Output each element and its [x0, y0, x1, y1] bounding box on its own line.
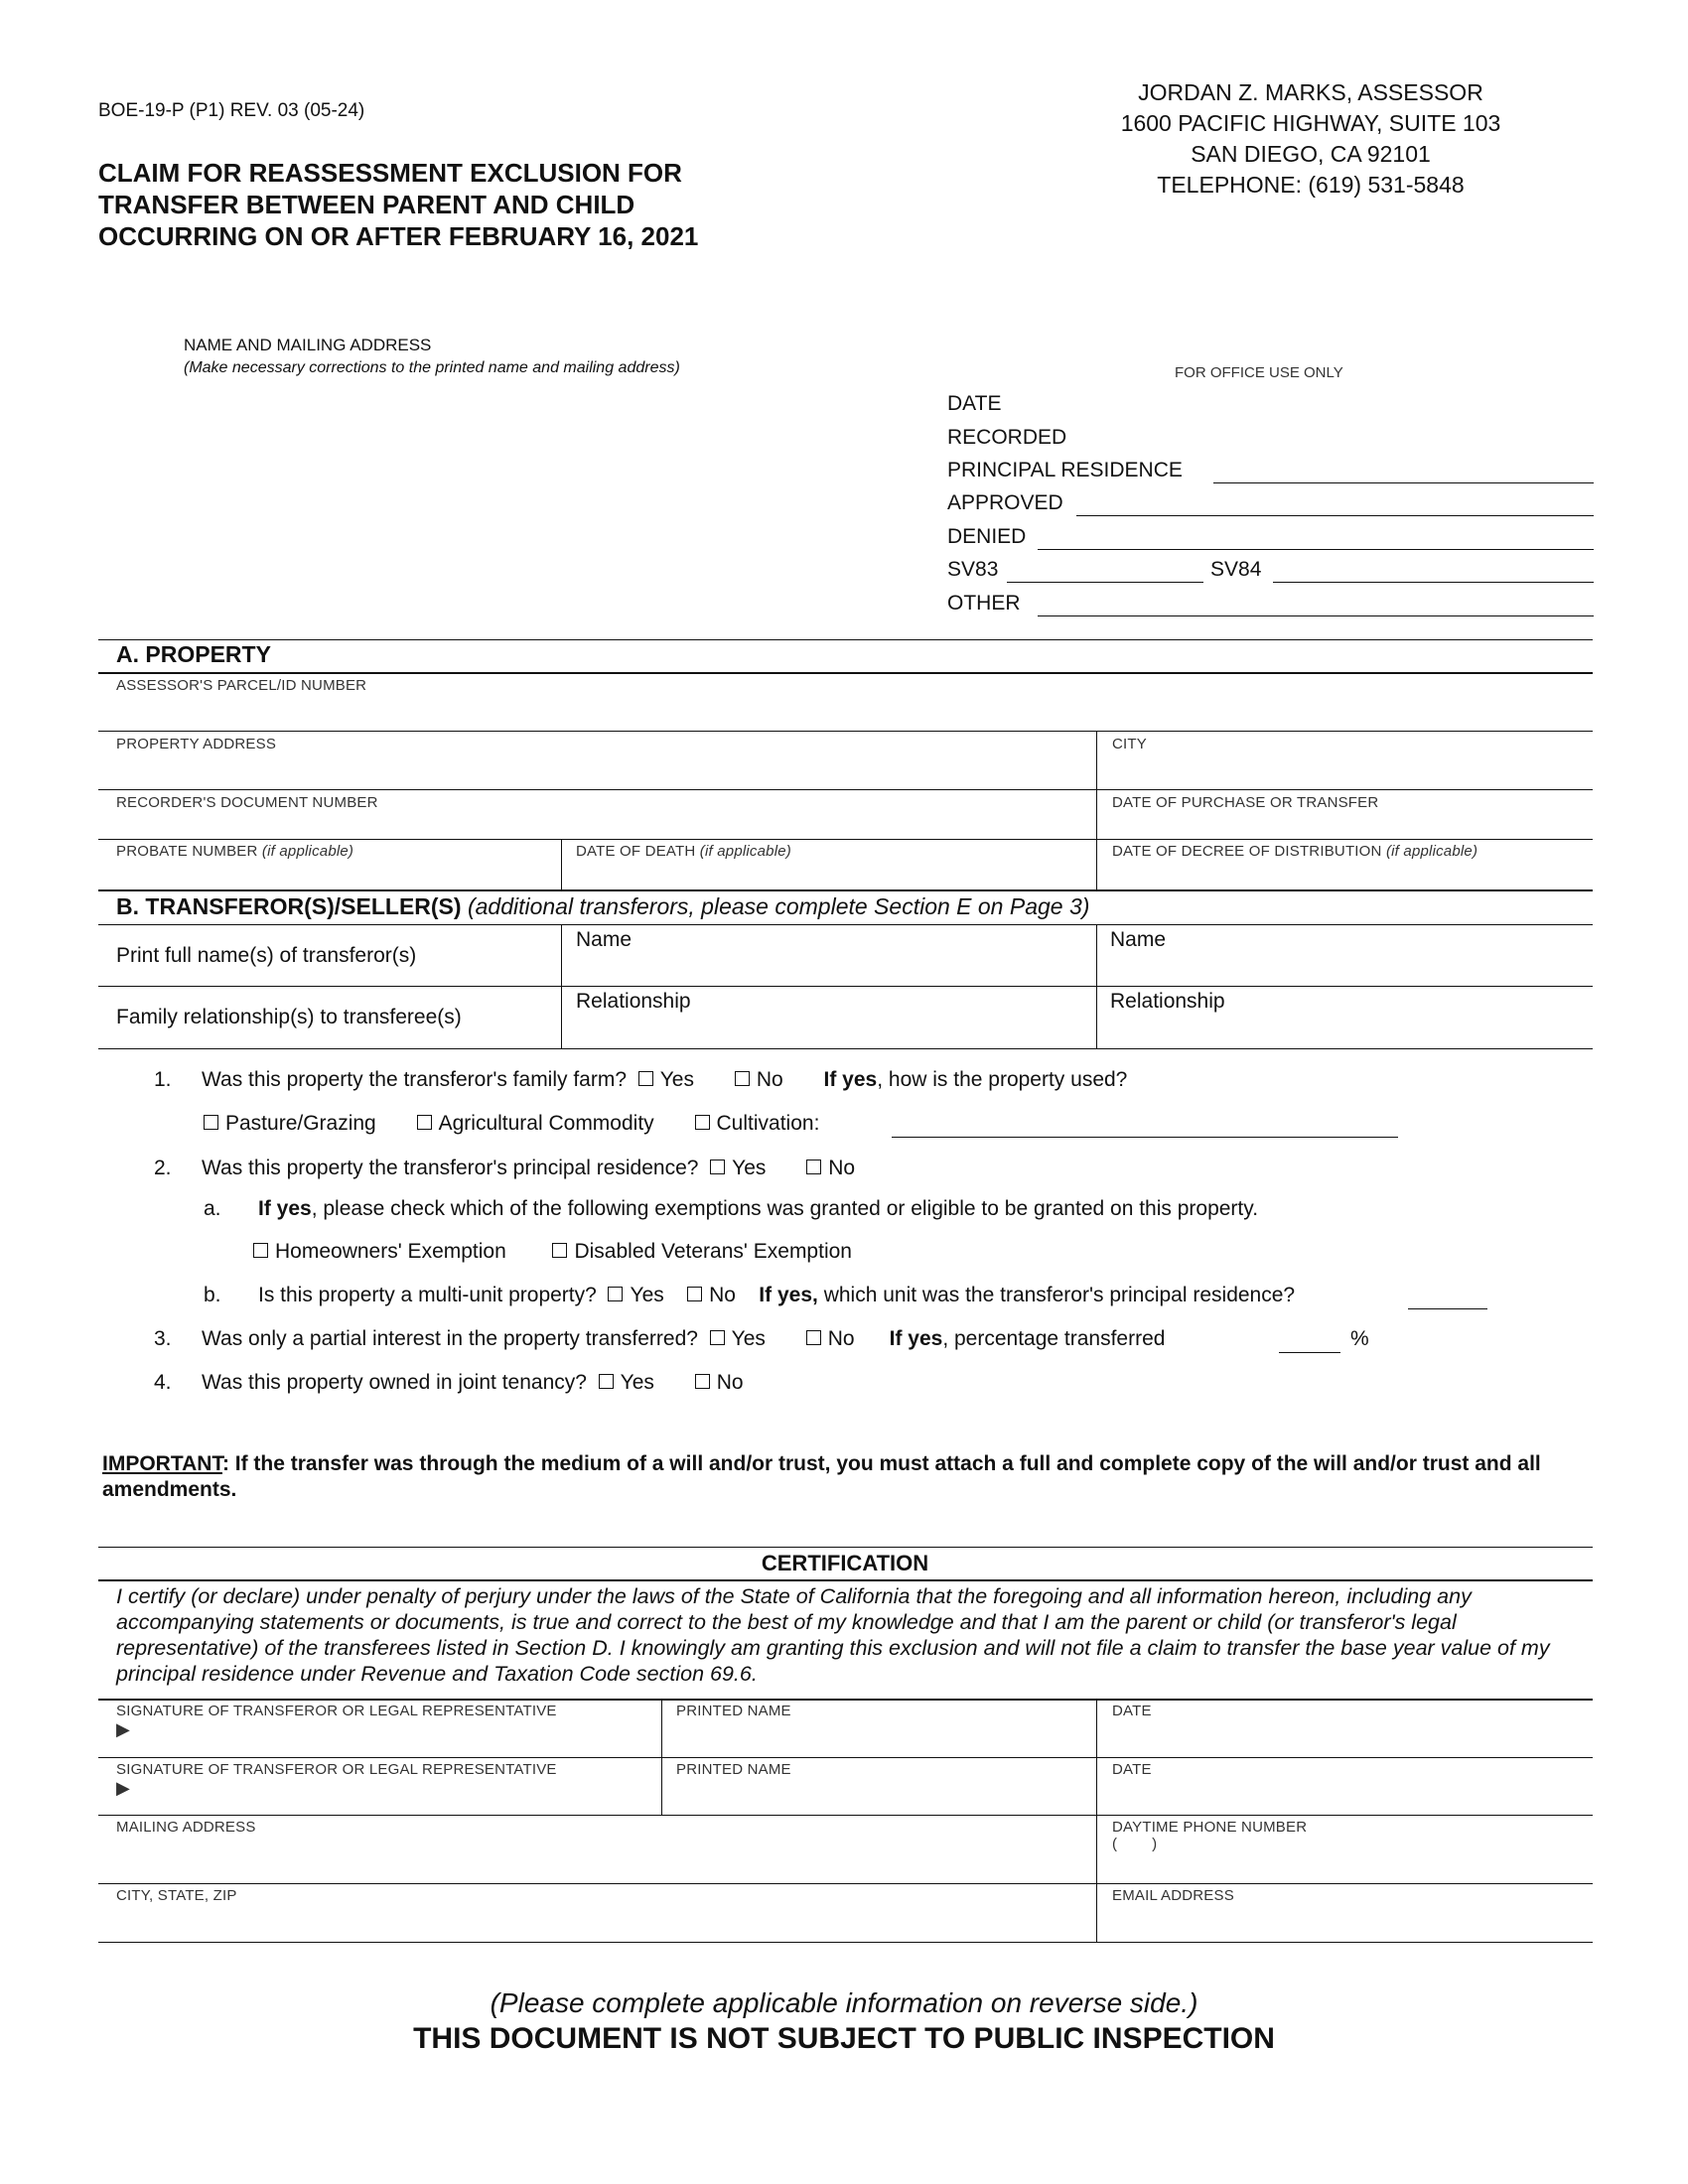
- q2b-no-checkbox[interactable]: [687, 1287, 702, 1301]
- agri-label: Agricultural Commodity: [438, 1112, 654, 1135]
- signature-field-2[interactable]: [116, 1761, 652, 1813]
- family-rel-label: Family relationship(s) to transferee(s): [116, 1006, 462, 1028]
- name-address-note: (Make necessary corrections to the printed name and mailing address): [184, 359, 680, 376]
- assessor-phone: TELEPHONE: (619) 531-5848: [1157, 172, 1465, 198]
- q3-if-yes: If yes: [889, 1327, 943, 1350]
- q4-no-checkbox[interactable]: [695, 1374, 710, 1389]
- mailing-address-field[interactable]: [116, 1819, 1089, 1878]
- rule-a1: [98, 731, 1593, 732]
- q3-follow: , percentage transferred: [942, 1327, 1166, 1350]
- rule-sig-4: [98, 1942, 1593, 1943]
- office-other: OTHER: [947, 592, 1021, 614]
- vline-a-right: [1096, 732, 1097, 889]
- rule-a4: [98, 889, 1593, 891]
- rule-a3: [98, 839, 1593, 840]
- probate-label: PROBATE NUMBER: [116, 843, 258, 860]
- q1-if-yes: If yes: [823, 1068, 878, 1091]
- name-address-label: NAME AND MAILING ADDRESS: [184, 336, 432, 354]
- q4-number: 4.: [154, 1371, 172, 1394]
- q2a-if-yes: If yes: [258, 1197, 312, 1220]
- signature-arrow-2: ▶: [116, 1778, 131, 1798]
- office-use-title: FOR OFFICE USE ONLY: [1175, 364, 1343, 381]
- name-label-2: Name: [1110, 928, 1167, 951]
- q2b-letter: b.: [204, 1284, 221, 1306]
- city-state-zip-label: CITY, STATE, ZIP: [116, 1887, 237, 1904]
- date-field-2[interactable]: [1112, 1761, 1589, 1813]
- date-decree-field[interactable]: [1112, 843, 1589, 890]
- q2b-yes-checkbox[interactable]: [608, 1287, 623, 1301]
- cert-text: I certify (or declare) under penalty of perjury under the laws of the State of California that the foregoing and all information hereon, including any accompanying statements or documents, is true and correct to the best of my knowledge and that I am the parent or child (or transferor's legal representative) of the transferees listed in Section D. I knowingly am granting this exclusion and will not file a claim to transfer the base year value of my principal residence under Revenue and Taxation Code section 69.6.: [116, 1584, 1550, 1686]
- phone-label: DAYTIME PHONE NUMBER: [1112, 1819, 1308, 1836]
- section-b-note: (additional transferors, please complete Section E on Page 3): [467, 893, 1090, 919]
- q2b-yes-label: Yes: [630, 1284, 664, 1306]
- date-death-label: DATE OF DEATH: [576, 843, 696, 860]
- city-field[interactable]: [1112, 736, 1589, 787]
- important-notice: [102, 1451, 1602, 1503]
- section-a-title: A. PROPERTY: [116, 641, 271, 667]
- printed-name-label-2: PRINTED NAME: [676, 1761, 791, 1778]
- signature-arrow-1: ▶: [116, 1719, 131, 1739]
- office-denied-line[interactable]: [1038, 528, 1594, 550]
- q4-yes-label: Yes: [620, 1371, 654, 1394]
- date-purchase-label: DATE OF PURCHASE OR TRANSFER: [1112, 794, 1379, 811]
- office-sv83: SV83: [947, 558, 999, 581]
- property-address-label: PROPERTY ADDRESS: [116, 736, 277, 752]
- relationship-2[interactable]: [1110, 990, 1587, 1045]
- q1-uses-row: [204, 1112, 819, 1136]
- title-line-3: OCCURRING ON OR AFTER FEBRUARY 16, 2021: [98, 221, 699, 251]
- printed-name-label-1: PRINTED NAME: [676, 1703, 791, 1719]
- q2b-unit-line[interactable]: [1408, 1287, 1487, 1309]
- office-recorded: RECORDED: [947, 426, 1067, 449]
- rule-a2: [98, 789, 1593, 790]
- homeowners-checkbox[interactable]: [253, 1243, 268, 1258]
- pasture-checkbox[interactable]: [204, 1115, 218, 1130]
- date-label-2: DATE: [1112, 1761, 1152, 1778]
- important-label: IMPORTANT: [102, 1452, 222, 1475]
- office-denied: DENIED: [947, 525, 1027, 548]
- q3-yes-checkbox[interactable]: [710, 1330, 725, 1345]
- q1-row: [202, 1068, 1127, 1092]
- footer-notice: THIS DOCUMENT IS NOT SUBJECT TO PUBLIC INSPECTION: [413, 2022, 1275, 2055]
- q2a-row: [258, 1197, 1258, 1221]
- q2-text: Was this property the transferor's principal residence?: [202, 1157, 699, 1179]
- agri-checkbox[interactable]: [417, 1115, 432, 1130]
- q1-follow: , how is the property used?: [877, 1068, 1128, 1091]
- important-text: : If the transfer was through the medium of a will and/or trust, you must attach a full and complete copy of the will and/or trust and all amendments.: [102, 1452, 1541, 1501]
- rule-b3: [98, 1048, 1593, 1049]
- section-a-title-rule: [98, 672, 1593, 674]
- name-label-1: Name: [576, 928, 633, 951]
- q2a-letter: a.: [204, 1197, 221, 1220]
- date-decree-note: (if applicable): [1385, 843, 1478, 860]
- parcel-label: ASSESSOR'S PARCEL/ID NUMBER: [116, 677, 367, 694]
- office-sv83-line[interactable]: [1007, 561, 1203, 583]
- veterans-checkbox[interactable]: [552, 1243, 567, 1258]
- assessor-street: 1600 PACIFIC HIGHWAY, SUITE 103: [1120, 110, 1501, 136]
- printed-name-field-2[interactable]: [676, 1761, 1088, 1813]
- veterans-label: Disabled Veterans' Exemption: [574, 1240, 852, 1263]
- form-code: BOE-19-P (P1) REV. 03 (05-24): [98, 100, 365, 121]
- q2-yes-checkbox[interactable]: [710, 1160, 725, 1174]
- transferor-name-2[interactable]: [1110, 928, 1587, 984]
- signature-label-1: SIGNATURE OF TRANSFEROR OR LEGAL REPRESENTATIVE: [116, 1703, 557, 1719]
- city-state-zip-field[interactable]: [116, 1887, 1089, 1939]
- rule-sig-1: [98, 1757, 1593, 1758]
- parcel-field[interactable]: [116, 677, 1586, 729]
- cert-sig-top-rule: [98, 1699, 1593, 1701]
- probate-field[interactable]: [116, 843, 553, 890]
- recorder-doc-field[interactable]: [116, 794, 1089, 838]
- cert-title-rule: [98, 1579, 1593, 1581]
- q1-no-label: No: [756, 1068, 783, 1091]
- footer-instruction: (Please complete applicable information on reverse side.): [490, 1987, 1198, 2018]
- rule-sig-2: [98, 1815, 1593, 1816]
- q2a-options: [253, 1240, 852, 1264]
- cultivation-checkbox[interactable]: [695, 1115, 710, 1130]
- q3-text: Was only a partial interest in the property transferred?: [202, 1327, 698, 1350]
- q2-no-checkbox[interactable]: [806, 1160, 821, 1174]
- property-address-field[interactable]: [116, 736, 1089, 787]
- form-title: [98, 157, 813, 252]
- office-date: DATE: [947, 392, 1002, 415]
- mailing-address-label: MAILING ADDRESS: [116, 1819, 256, 1836]
- signature-label-2: SIGNATURE OF TRANSFEROR OR LEGAL REPRESENTATIVE: [116, 1761, 557, 1778]
- q2b-row: [258, 1284, 1295, 1307]
- q4-text: Was this property owned in joint tenancy?: [202, 1371, 587, 1394]
- q2-yes-label: Yes: [732, 1157, 767, 1179]
- pasture-label: Pasture/Grazing: [225, 1112, 376, 1135]
- q1-no-checkbox[interactable]: [735, 1071, 750, 1086]
- date-field-1[interactable]: [1112, 1703, 1589, 1754]
- vline-b-right: [1096, 925, 1097, 1048]
- q3-percentage-line[interactable]: [1279, 1330, 1340, 1353]
- q1-yes-label: Yes: [659, 1068, 694, 1091]
- title-line-2: TRANSFER BETWEEN PARENT AND CHILD: [98, 190, 635, 219]
- assessor-block: [1082, 77, 1539, 201]
- office-principal-residence-line[interactable]: [1213, 462, 1594, 483]
- date-purchase-field[interactable]: [1112, 794, 1589, 838]
- vline-b-left: [561, 925, 562, 1048]
- q4-row: [202, 1371, 744, 1395]
- vline-probate: [561, 840, 562, 889]
- relationship-label-1: Relationship: [576, 990, 691, 1013]
- email-label: EMAIL ADDRESS: [1112, 1887, 1234, 1904]
- homeowners-label: Homeowners' Exemption: [275, 1240, 506, 1263]
- relationship-1[interactable]: [576, 990, 1087, 1045]
- office-approved-line[interactable]: [1076, 494, 1594, 516]
- q3-percent-sign: %: [1350, 1327, 1369, 1350]
- office-principal-residence: PRINCIPAL RESIDENCE: [947, 459, 1183, 481]
- office-sv84: SV84: [1210, 558, 1262, 581]
- relationship-label-2: Relationship: [1110, 990, 1225, 1013]
- q3-no-label: No: [827, 1327, 855, 1350]
- cert-title: CERTIFICATION: [761, 1551, 929, 1575]
- date-label-1: DATE: [1112, 1703, 1152, 1719]
- q3-row: [202, 1327, 1165, 1351]
- vline-sig-right: [1096, 1700, 1097, 1943]
- assessor-city: SAN DIEGO, CA 92101: [1191, 141, 1431, 167]
- office-other-line[interactable]: [1038, 595, 1594, 616]
- date-decree-label: DATE OF DECREE OF DISTRIBUTION: [1112, 843, 1382, 860]
- rule-sig-3: [98, 1883, 1593, 1884]
- office-sv84-line[interactable]: [1273, 561, 1594, 583]
- q2b-if-yes: If yes,: [759, 1284, 818, 1306]
- cert-top-rule: [98, 1547, 1593, 1548]
- print-names-label: Print full name(s) of transferor(s): [116, 944, 417, 967]
- q1-number: 1.: [154, 1068, 172, 1091]
- cultivation-line[interactable]: [892, 1115, 1398, 1138]
- city-label: CITY: [1112, 736, 1147, 752]
- q1-text: Was this property the transferor's family farm?: [202, 1068, 628, 1091]
- section-a-top-rule: [98, 639, 1593, 640]
- title-line-1: CLAIM FOR REASSESSMENT EXCLUSION FOR: [98, 158, 682, 188]
- q2b-follow: which unit was the transferor's principal residence?: [823, 1284, 1296, 1306]
- q2b-no-label: No: [709, 1284, 736, 1306]
- q2b-text: Is this property a multi-unit property?: [258, 1284, 597, 1306]
- q4-yes-checkbox[interactable]: [599, 1374, 614, 1389]
- section-b-title-text: B. TRANSFEROR(S)/SELLER(S): [116, 893, 462, 919]
- q1-yes-checkbox[interactable]: [638, 1071, 653, 1086]
- probate-note: (if applicable): [261, 843, 354, 860]
- assessor-name: JORDAN Z. MARKS, ASSESSOR: [1138, 79, 1483, 105]
- q3-yes-label: Yes: [731, 1327, 766, 1350]
- rule-b2: [98, 986, 1593, 987]
- rule-b1: [98, 924, 1593, 925]
- q2-no-label: No: [828, 1157, 856, 1179]
- q2-row: [202, 1157, 855, 1180]
- q3-number: 3.: [154, 1327, 172, 1350]
- phone-field[interactable]: [1112, 1819, 1589, 1878]
- q4-no-label: No: [716, 1371, 744, 1394]
- email-field[interactable]: [1112, 1887, 1589, 1939]
- date-death-field[interactable]: [576, 843, 1087, 890]
- q2-number: 2.: [154, 1157, 172, 1179]
- section-b-title: [116, 893, 1089, 920]
- recorder-doc-label: RECORDER'S DOCUMENT NUMBER: [116, 794, 378, 811]
- office-approved: APPROVED: [947, 491, 1063, 514]
- date-death-note: (if applicable): [699, 843, 791, 860]
- q3-no-checkbox[interactable]: [806, 1330, 821, 1345]
- transferor-name-1[interactable]: [576, 928, 1087, 984]
- signature-field-1[interactable]: [116, 1703, 652, 1754]
- printed-name-field-1[interactable]: [676, 1703, 1088, 1754]
- phone-area-code: ( ): [1112, 1836, 1158, 1852]
- cultivation-label: Cultivation:: [716, 1112, 820, 1135]
- q2a-text: , please check which of the following exemptions was granted or eligible to be granted on this property.: [311, 1197, 1259, 1220]
